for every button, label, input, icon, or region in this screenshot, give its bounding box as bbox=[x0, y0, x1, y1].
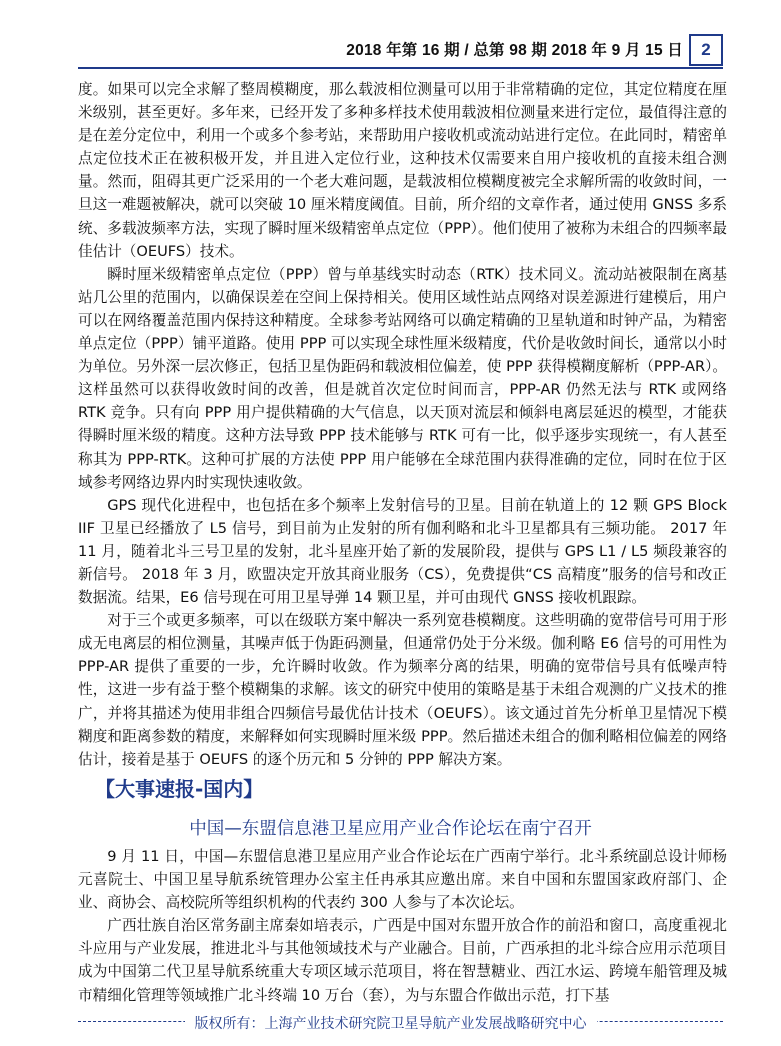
body-paragraph: 对于三个或更多频率，可以在级联方案中解决一系列宽巷模糊度。这些明确的宽带信号可用于形成无电离层的相位测量，其噪声低于伪距码测量，但通常仍处于分米级。伽利略 E6 信号的可用性为 PPP-AR 提供了重要的一步，允许瞬时收敛。作为频率分离的结果，明确的宽带信号具有低噪声特性，这进一步有益于整个模糊集的求解。该文的研究中使用的策略是基于未组合观测的广义技术的推广，并将其描述为使用非组合四频信号最优估计技术（OEUFS）。该文通过首先分析单卫星情况下模糊度和距离参数的精度，来解释如何实现瞬时厘米级 PPP。然后描述未组合的伽利略相位偏差的网络估计，接着是基于 OEUFS 的逐个历元和 5 分钟的 PPP 解决方案。 bbox=[78, 612, 727, 768]
news-paragraph: 广西壮族自治区常务副主席秦如培表示，广西是中国对东盟开放合作的前沿和窗口，高度重视北斗应用与产业发展，推进北斗与其他领域技术与产业融合。目前，广西承担的北斗综合应用示范项目成为中国第二代卫星导航系统重大专项区域示范项目，将在智慧糖业、西江水运、跨境车船管理及城市精细化管理等领域推广北斗终端 10 万台（套），为与东盟合作做出示范，打下基 bbox=[78, 917, 727, 1004]
issue-info: 2018 年第 16 期 / 总第 98 期 2018 年 9 月 15 日 bbox=[346, 42, 683, 59]
article-body bbox=[78, 78, 727, 771]
page-number: 2 bbox=[689, 34, 723, 66]
news-body bbox=[78, 845, 727, 1007]
body-paragraph: 度。如果可以完全求解了整周模糊度，那么载波相位测量可以用于非常精确的定位，其定位精度在厘米级别，甚至更好。多年来，已经开发了多种多样技术使用载波相位测量来进行定位，最值得注意的是在差分定位中，利用一个或多个参考站，来帮助用户接收机或流动站进行定位。在此同时，精密单点定位技术正在被积极开发，并且进入定位行业，这种技术仅需要来自用户接收机的直接未组合测量。然而，阻碍其更广泛采用的一个老大难问题，是载波相位模糊度被完全求解所需的收敛时间，一旦这一难题被解决，就可以突破 10 厘米精度阈值。目前，所介绍的文章作者，通过使用 GNSS 多系统、多载波频率方法，实现了瞬时厘米级精密单点定位（PPP）。他们使用了被称为未组合的四频率最佳估计（OEUFS）技术。 bbox=[78, 81, 727, 260]
page-header bbox=[78, 34, 723, 68]
news-paragraph: 9 月 11 日，中国—东盟信息港卫星应用产业合作论坛在广西南宁举行。北斗系统副总设计师杨元喜院士、中国卫星导航系统管理办公室主任冉承其应邀出席。来自中国和东盟国家政府部门、企业、商协会、高校院所等组织机构的代表约 300 人参与了本次论坛。 bbox=[78, 848, 727, 912]
page-footer bbox=[0, 1013, 781, 1033]
copyright-text: 版权所有：上海产业技术研究院卫星导航产业发展战略研究中心 bbox=[185, 1016, 597, 1032]
news-headline: 中国—东盟信息港卫星应用产业合作论坛在南宁召开 bbox=[189, 819, 592, 839]
section-heading: 【大事速报-国内】 bbox=[95, 777, 264, 801]
body-paragraph: GPS 现代化进程中，也包括在多个频率上发射信号的卫星。目前在轨道上的 12 颗 GPS Block IIF 卫星已经播放了 L5 信号，到目前为止发射的所有伽利略和北斗卫星都具有三频功能。 2017 年 11 月，随着北斗三号卫星的发射，北斗星座开始了新的发展阶段，提供与 GPS L1 / L5 频段兼容的新信号。 2018 年 3 月，欧盟决定开放其商业服务（CS），免费提供“CS 高精度”服务的信号和改正数据流。结果，E6 信号现在可用卫星导弹 14 颗卫星，并可由现代 GNSS 接收机跟踪。 bbox=[78, 496, 727, 607]
header-divider bbox=[78, 67, 723, 69]
body-paragraph: 瞬时厘米级精密单点定位（PPP）曾与单基线实时动态（RTK）技术同义。流动站被限制在离基站几公里的范围内，以确保误差在空间上保持相关。使用区域性站点网络对误差源进行建模后，用户可以在网络覆盖范围内保持这种精度。全球参考站网络可以确定精确的卫星轨道和时钟产品，为精密单点定位（PPP）铺平道路。使用 PPP 可以实现全球性厘米级精度，代价是收敛时间长，通常以小时为单位。另外深一层次修正，包括卫星伪距码和载波相位偏差，使 PPP 获得模糊度解析（PPP-AR）。这样虽然可以获得收敛时间的改善，但是就首次定位时间而言，PPP-AR 仍然无法与 RTK 或网络 RTK 竞争。只有向 PPP 用户提供精确的大气信息，以天顶对流层和倾斜电离层延迟的模型，才能获得瞬时厘米级的精度。这种方法导致 PPP 技术能够与 RTK 可有一比，似乎逐步实现统一，有人甚至称其为 PPP-RTK。这种可扩展的方法使 PPP 用户能够在全球范围内获得准确的定位，同时在位于区域参考网络边界内时实现快速收敛。 bbox=[78, 265, 727, 491]
